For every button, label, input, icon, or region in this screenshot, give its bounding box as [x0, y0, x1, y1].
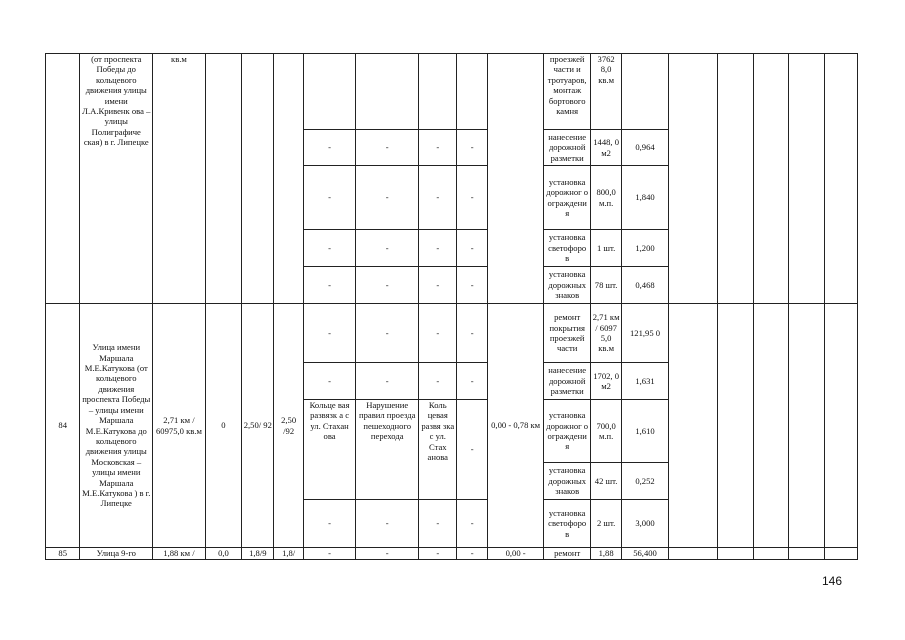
dash-cell — [419, 54, 457, 130]
road-name-cell: Улица имени Маршала М.Е.Катукова (от кольцевого движения проспекта Победы – улицы имени Маршала М.Е.Катукова до кольцевого движения улицы Московская – улицы имени Маршала М.Е.Катукова ) в г. Липецке — [80, 304, 153, 548]
volume-cell: 2,71 км / 6097 5,0 кв.м — [590, 304, 621, 363]
table-row — [46, 548, 858, 560]
km-cell: 0,00 - 0,78 км — [487, 304, 544, 548]
dash-cell: - — [419, 500, 457, 548]
cost-cell: 0,964 — [622, 130, 669, 166]
dash-cell: - — [303, 166, 356, 230]
volume-cell: 800,0 м.п. — [590, 166, 621, 230]
volume-cell: 1448, 0 м2 — [590, 130, 621, 166]
dash-cell: - — [419, 166, 457, 230]
empty-cell — [789, 54, 824, 304]
dash-cell — [356, 54, 419, 130]
work-cell: установка дорожног о ограждени я — [544, 166, 591, 230]
empty-cell — [718, 54, 753, 304]
dash-cell: - — [356, 267, 419, 304]
unit-cell: кв.м — [153, 54, 206, 304]
dash-cell: - — [457, 548, 487, 560]
dash-cell: - — [303, 304, 356, 363]
cost-cell: 0,252 — [622, 463, 669, 500]
cost-cell: 1,631 — [622, 363, 669, 400]
empty-cell — [718, 304, 753, 548]
road-name-cell: Улица 9-го — [80, 548, 153, 560]
km-cell: 0,00 - — [487, 548, 544, 560]
cost-cell: 0,468 — [622, 267, 669, 304]
empty-cell — [824, 54, 858, 304]
value-cell: 1,8/ — [274, 548, 303, 560]
work-cell: ремонт покрытия проезжей части — [544, 304, 591, 363]
table-row — [46, 304, 858, 363]
dash-cell: - — [419, 230, 457, 267]
dash-cell: - — [356, 548, 419, 560]
dash-cell: - — [356, 230, 419, 267]
empty-cell — [668, 54, 718, 304]
empty-cell — [668, 304, 718, 548]
dash-cell — [303, 54, 356, 130]
page-number: 146 — [822, 574, 843, 588]
work-cell: нанесение дорожной разметки — [544, 363, 591, 400]
place-cell: Кольце вая развязк а с ул. Стахан ова — [303, 400, 356, 500]
dash-cell: - — [303, 130, 356, 166]
empty-cell — [718, 548, 753, 560]
dash-cell: - — [419, 130, 457, 166]
cost-cell: 1,610 — [622, 400, 669, 463]
table-row — [46, 54, 858, 130]
row-number: 85 — [46, 548, 80, 560]
volume-cell: 700,0 м.п. — [590, 400, 621, 463]
row-number: 84 — [46, 304, 80, 548]
empty-cell — [824, 304, 858, 548]
empty-cell — [824, 548, 858, 560]
dash-cell: - — [457, 230, 487, 267]
cost-cell: 1,840 — [622, 166, 669, 230]
empty-cell — [242, 54, 274, 304]
empty-cell — [789, 304, 824, 548]
empty-cell — [789, 548, 824, 560]
dash-cell: - — [457, 363, 487, 400]
dash-cell: - — [419, 548, 457, 560]
dash-cell: - — [419, 363, 457, 400]
dash-cell: - — [303, 500, 356, 548]
violation-cell: Нарушение правил проезда пешеходного перехода — [356, 400, 419, 500]
volume-cell: 1,88 — [590, 548, 621, 560]
dash-cell: - — [457, 400, 487, 500]
dash-cell: - — [457, 500, 487, 548]
road-works-table — [45, 53, 858, 560]
work-cell: установка дорожног о ограждени я — [544, 400, 591, 463]
empty-cell — [46, 54, 80, 304]
length-cell: 2,71 км / 60975,0 кв.м — [153, 304, 206, 548]
work-cell: проезжей части и тротуаров, монтаж бортового камня — [544, 54, 591, 130]
dash-cell: - — [303, 363, 356, 400]
volume-cell: 3762 8,0 кв.м — [590, 54, 621, 130]
cost-cell: 56,400 — [622, 548, 669, 560]
value-cell: 2,50/ 92 — [242, 304, 274, 548]
empty-cell — [753, 304, 788, 548]
cost-cell: 3,000 — [622, 500, 669, 548]
dash-cell: - — [457, 166, 487, 230]
volume-cell: 42 шт. — [590, 463, 621, 500]
work-cell: ремонт — [544, 548, 591, 560]
dash-cell: - — [303, 267, 356, 304]
dash-cell — [457, 54, 487, 130]
value-cell: 0 — [205, 304, 241, 548]
empty-cell — [753, 54, 788, 304]
empty-cell — [753, 548, 788, 560]
value-cell: 1,8/9 — [242, 548, 274, 560]
work-cell: нанесение дорожной разметки — [544, 130, 591, 166]
dash-cell: - — [356, 130, 419, 166]
empty-cell — [205, 54, 241, 304]
empty-cell — [668, 548, 718, 560]
dash-cell: - — [457, 267, 487, 304]
dash-cell: - — [419, 267, 457, 304]
work-cell: установка светофоро в — [544, 500, 591, 548]
work-cell: установка дорожных знаков — [544, 463, 591, 500]
dash-cell: - — [356, 363, 419, 400]
volume-cell: 2 шт. — [590, 500, 621, 548]
work-cell: установка дорожных знаков — [544, 267, 591, 304]
cost-cell: 121,95 0 — [622, 304, 669, 363]
road-name-cell: (от проспекта Победы до кольцевого движения улицы имени Л.А.Кривенк ова – улицы Полиграфиче ская) в г. Липецке — [80, 54, 153, 304]
cost-cell: 1,200 — [622, 230, 669, 267]
dash-cell: - — [457, 130, 487, 166]
empty-cell — [487, 54, 544, 304]
cost-cell — [622, 54, 669, 130]
length-cell: 1,88 км / — [153, 548, 206, 560]
volume-cell: 1702, 0 м2 — [590, 363, 621, 400]
dash-cell: - — [457, 304, 487, 363]
empty-cell — [274, 54, 303, 304]
dash-cell: - — [419, 304, 457, 363]
dash-cell: - — [303, 548, 356, 560]
dash-cell: - — [356, 304, 419, 363]
dash-cell: - — [356, 166, 419, 230]
volume-cell: 1 шт. — [590, 230, 621, 267]
dash-cell: - — [356, 500, 419, 548]
volume-cell: 78 шт. — [590, 267, 621, 304]
value-cell: 0,0 — [205, 548, 241, 560]
place-cell: Коль цевая развя зка с ул. Стах анова — [419, 400, 457, 500]
work-cell: установка светофоро в — [544, 230, 591, 267]
dash-cell: - — [303, 230, 356, 267]
value-cell: 2,50 /92 — [274, 304, 303, 548]
